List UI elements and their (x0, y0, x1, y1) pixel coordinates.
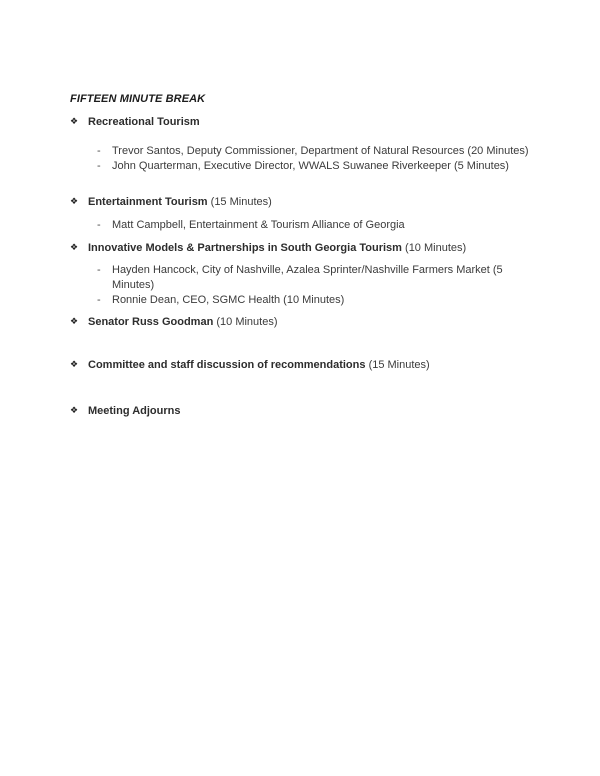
agenda-item-entertainment-tourism (70, 195, 542, 210)
speaker-list (70, 263, 542, 308)
diamond-bullet-icon: ❖ (70, 406, 79, 416)
dash-bullet-icon: - (97, 160, 101, 172)
agenda-item-title: Innovative Models & Partnerships in South Georgia Tourism (88, 242, 402, 254)
speaker-text: John Quarterman, Executive Director, WWALS Suwanee Riverkeeper (5 Minutes) (112, 160, 509, 172)
agenda-item-duration: (10 Minutes) (216, 316, 278, 328)
break-heading: FIFTEEN MINUTE BREAK (70, 93, 206, 105)
agenda-item-title: Senator Russ Goodman (88, 316, 214, 328)
diamond-bullet-icon: ❖ (70, 117, 79, 127)
agenda-item-title: Committee and staff discussion of recommendations (88, 359, 366, 371)
speaker-text: Hayden Hancock, City of Nashville, Azalea Sprinter/Nashville Farmers Market (5 Minutes) (112, 264, 503, 291)
agenda-item-duration: (15 Minutes) (210, 196, 272, 208)
dash-bullet-icon: - (97, 264, 101, 276)
diamond-bullet-icon: ❖ (70, 317, 79, 327)
agenda-item-committee-discussion (70, 358, 542, 373)
speaker-item (97, 218, 542, 233)
dash-bullet-icon: - (97, 145, 101, 157)
agenda-item-title: Entertainment Tourism (88, 196, 208, 208)
agenda-item-title: Recreational Tourism (88, 116, 200, 128)
agenda-item-duration: (10 Minutes) (405, 242, 467, 254)
speaker-text: Trevor Santos, Deputy Commissioner, Department of Natural Resources (20 Minutes) (112, 145, 529, 157)
agenda-item-recreational-tourism (70, 115, 542, 130)
speaker-list (70, 218, 542, 233)
agenda-item-title: Meeting Adjourns (88, 405, 181, 417)
speaker-item (97, 159, 542, 174)
dash-bullet-icon: - (97, 219, 101, 231)
dash-bullet-icon: - (97, 294, 101, 306)
diamond-bullet-icon: ❖ (70, 197, 79, 207)
agenda-item-meeting-adjourns (70, 404, 542, 419)
diamond-bullet-icon: ❖ (70, 360, 79, 370)
speaker-item (97, 144, 542, 159)
speaker-text: Ronnie Dean, CEO, SGMC Health (10 Minutes) (112, 294, 345, 306)
speaker-item (97, 293, 542, 308)
speaker-text: Matt Campbell, Entertainment & Tourism Alliance of Georgia (112, 219, 405, 231)
agenda-item-duration: (15 Minutes) (368, 359, 430, 371)
agenda-item-senator-russ-goodman (70, 315, 542, 330)
agenda-item-innovative-models (70, 241, 542, 256)
diamond-bullet-icon: ❖ (70, 243, 79, 253)
speaker-list (70, 144, 542, 174)
speaker-item (97, 263, 542, 293)
